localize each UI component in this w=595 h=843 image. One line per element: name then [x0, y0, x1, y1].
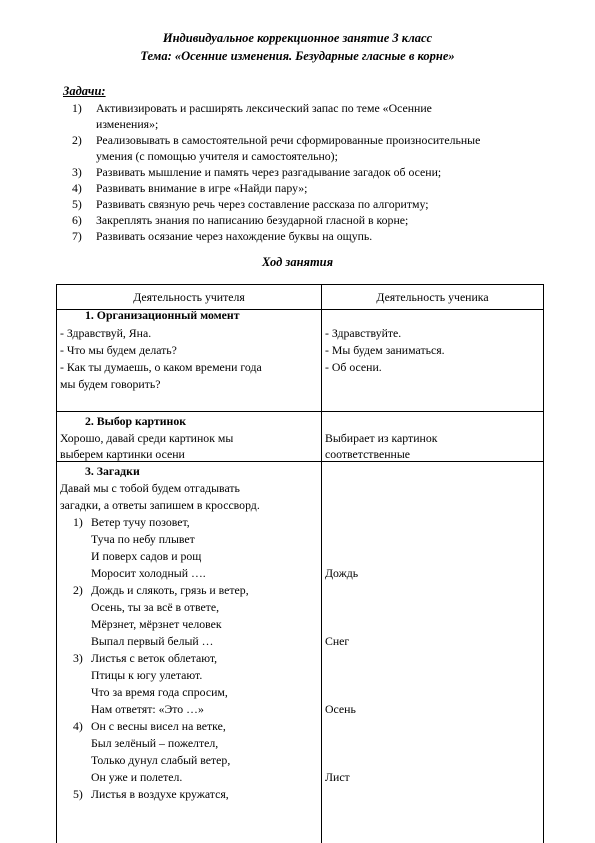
- section-title: 2. Выбор картинок: [85, 414, 187, 428]
- riddle-line: Ветер тучу позовет,: [91, 515, 190, 529]
- teacher-line: - Здравствуй, Яна.: [60, 326, 152, 340]
- teacher-line: - Что мы будем делать?: [60, 343, 177, 357]
- task-text: Развивать осязание через нахождение буквы на ощупь.: [96, 229, 373, 243]
- riddle-answer: Лист: [325, 770, 350, 784]
- task-number: 2): [72, 133, 82, 147]
- riddle-line: Листья в воздухе кружатся,: [91, 787, 229, 801]
- task-number: 4): [72, 181, 82, 195]
- task-item: [72, 228, 542, 244]
- task-item: [72, 132, 542, 164]
- riddle-line: Выпал первый белый …: [91, 634, 214, 648]
- lesson-title: Индивидуальное коррекционное занятие 3 класс: [162, 31, 433, 45]
- riddle-line: Дождь и слякоть, грязь и ветер,: [91, 583, 249, 597]
- task-item: [72, 164, 542, 180]
- student-line: - Здравствуйте.: [325, 326, 402, 340]
- task-number: 5): [72, 197, 82, 211]
- riddle-answer: Осень: [325, 702, 356, 716]
- riddle-number: 3): [73, 651, 83, 665]
- task-item: [72, 212, 542, 228]
- task-text: изменения»;: [96, 117, 159, 131]
- task-text: умения (с помощью учителя и самостоятельно);: [96, 149, 338, 163]
- student-line: соответственные: [325, 447, 410, 461]
- teacher-line: мы будем говорить?: [60, 377, 161, 391]
- task-number: 6): [72, 213, 82, 227]
- riddle-answer: Дождь: [325, 566, 359, 580]
- riddle-line: Туча по небу плывет: [91, 532, 195, 546]
- student-line: - Об осени.: [325, 360, 382, 374]
- riddle-line: Листья с веток облетают,: [91, 651, 218, 665]
- riddle-number: 5): [73, 787, 83, 801]
- lesson-table: [56, 284, 544, 843]
- tasks-heading: Задачи:: [63, 84, 106, 98]
- teacher-line: Хорошо, давай среди картинок мы: [60, 431, 234, 445]
- task-number: 7): [72, 229, 82, 243]
- section-title: 1. Организационный момент: [85, 308, 240, 322]
- riddle-answer: Снег: [325, 634, 350, 648]
- task-text: Развивать мышление и память через разгадывание загадок об осени;: [96, 165, 442, 179]
- riddle-line: Был зелёный – пожелтел,: [91, 736, 219, 750]
- column-header-teacher: Деятельность учителя: [133, 290, 245, 304]
- riddle-line: Птицы к югу улетают.: [91, 668, 203, 682]
- task-text: Активизировать и расширять лексический запас по теме «Осенние: [96, 101, 432, 115]
- teacher-line: - Как ты думаешь, о каком времени года: [60, 360, 262, 374]
- task-item: [72, 100, 542, 132]
- riddle-line: Осень, ты за всё в ответе,: [91, 600, 220, 614]
- column-header-student: Деятельность ученика: [376, 290, 489, 304]
- student-line: - Мы будем заниматься.: [325, 343, 445, 357]
- riddle-number: 2): [73, 583, 83, 597]
- teacher-line: Давай мы с тобой будем отгадывать: [60, 481, 240, 495]
- task-text: Реализовывать в самостоятельной речи сформированные произносительные: [96, 133, 481, 147]
- task-item: [72, 196, 542, 212]
- teacher-line: выберем картинки осени: [60, 447, 185, 461]
- row-divider: [57, 411, 543, 412]
- riddle-line: Нам ответят: «Это …»: [91, 702, 204, 716]
- teacher-line: загадки, а ответы запишем в кроссворд.: [60, 498, 260, 512]
- task-number: 3): [72, 165, 82, 179]
- section-title: 3. Загадки: [85, 464, 140, 478]
- riddle-line: Он с весны висел на ветке,: [91, 719, 226, 733]
- column-divider: [321, 285, 322, 843]
- riddle-line: Только дунул слабый ветер,: [91, 753, 231, 767]
- riddle-line: Что за время года спросим,: [91, 685, 228, 699]
- riddle-line: И поверх садов и рощ: [91, 549, 202, 563]
- riddle-line: Моросит холодный ….: [91, 566, 206, 580]
- riddle-line: Мёрзнет, мёрзнет человек: [91, 617, 222, 631]
- lesson-topic: Тема: «Осенние изменения. Безударные гласные в корне»: [140, 49, 455, 63]
- task-text: Развивать связную речь через составление рассказа по алгоритму;: [96, 197, 429, 211]
- riddle-number: 4): [73, 719, 83, 733]
- task-item: [72, 180, 542, 196]
- course-heading: Ход занятия: [261, 255, 334, 269]
- riddle-line: Он уже и полетел.: [91, 770, 183, 784]
- riddle-number: 1): [73, 515, 83, 529]
- task-text: Развивать внимание в игре «Найди пару»;: [96, 181, 308, 195]
- tasks-list: [72, 100, 542, 244]
- student-line: Выбирает из картинок: [325, 431, 438, 445]
- task-number: 1): [72, 101, 82, 115]
- task-text: Закреплять знания по написанию безударной гласной в корне;: [96, 213, 409, 227]
